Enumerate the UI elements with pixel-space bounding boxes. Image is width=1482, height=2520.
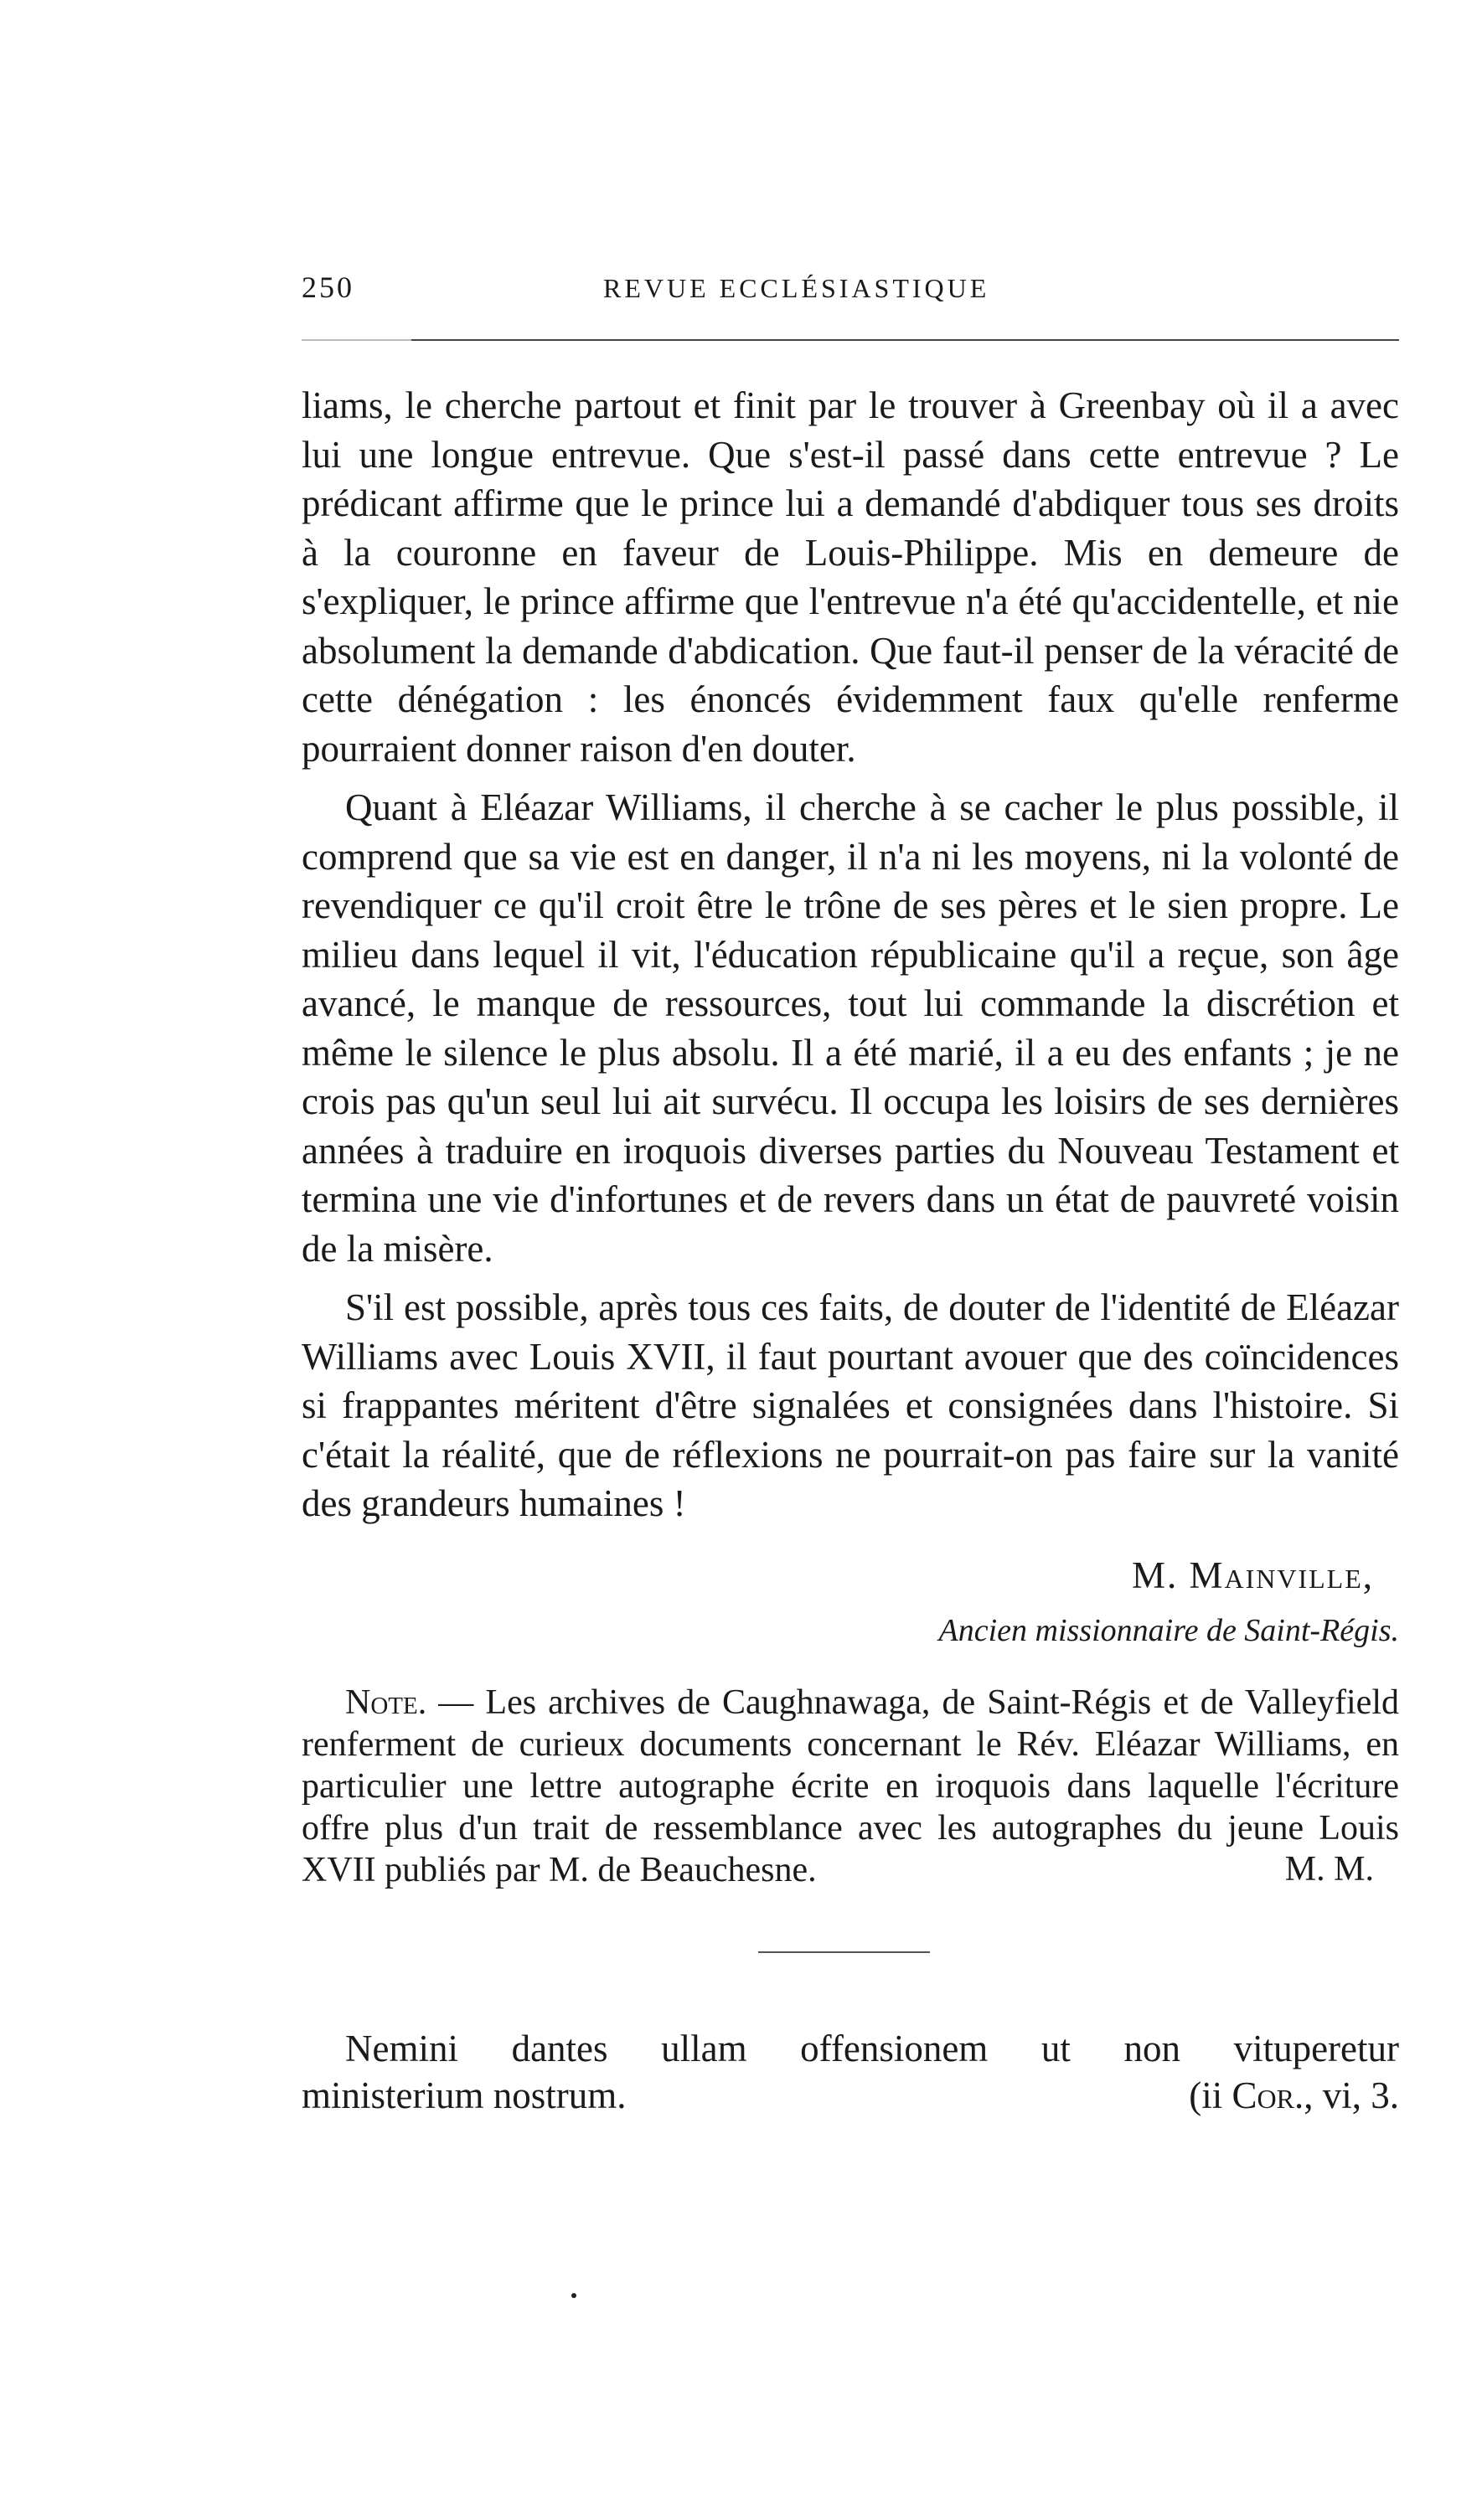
page-number: 250 <box>302 271 354 304</box>
section-separator <box>758 1951 930 1953</box>
note-initials: M. M. <box>1284 1850 1374 1889</box>
author-name: Mainville, <box>1189 1554 1374 1596</box>
author-initial: M. <box>1131 1554 1179 1596</box>
paragraph-1: liams, le cherche partout et finit par le trouver à Greenbay où il a avec lui une longue entrevue. Que s'est-il passé dans cette entrevue ? Le prédicant affirme que le prince lui a demandé d'abdiquer tous ses droits à la couronne en faveur de Louis-Philippe. Mis en demeure de s'expliquer, le prince affirme que l'entrevue n'a été qu'accidentelle, et nie absolument la demande d'abdication. Que faut-il penser de la véracité de cette dénégation : les énoncés évidemment faux qu'elle renferme pourraient donner raison d'en douter. <box>302 384 1399 770</box>
note-label: Note. <box>345 1683 427 1722</box>
header-rule <box>302 339 1399 341</box>
epigraph-ref-rest: , vi, 3. <box>1304 2074 1399 2116</box>
article-body <box>302 381 1399 1538</box>
epigraph-reference <box>1189 2072 1399 2119</box>
book-page <box>302 0 1399 2520</box>
paragraph-2: Quant à Eléazar Williams, il cherche à se cacher le plus possible, il comprend que sa vie est en danger, il n'a ni les moyens, ni la volonté de revendiquer ce qu'il croit être le trône de ses pères et le sien propre. Le milieu dans lequel il vit, l'éducation républicaine qu'il a reçue, son âge avancé, le manque de ressources, tout lui commande la discrétion et même le silence le plus absolu. Il a été marié, il a eu des enfants ; je ne crois pas qu'un seul lui ait survécu. Il occupa les loisirs de ses dernières années à traduire en iroquois diverses parties du Nouveau Testament et termina une vie d'infortunes et de revers dans un état de pauvreté voisin de la misère. <box>302 786 1399 1270</box>
epigraph-line-1: Nemini dantes ullam offensionem ut non vituperetur <box>345 2028 1399 2069</box>
journal-title: REVUE ECCLÉSIASTIQUE <box>603 273 990 303</box>
running-head <box>302 270 1399 312</box>
epigraph-ref-open: (ii <box>1189 2074 1223 2116</box>
ink-speck <box>571 2293 576 2298</box>
epigraph-ref-book: Cor. <box>1232 2074 1304 2116</box>
epigraph-text-end: ministerium nostrum. <box>302 2074 627 2116</box>
epigraph-line-2 <box>302 2072 1399 2119</box>
epigraph <box>302 2025 1399 2119</box>
note-paragraph <box>302 1682 1399 1891</box>
note-text: — Les archives de Caughnawaga, de Saint-Régis et de Valleyfield renferment de curieux documents concernant le Rév. Eléazar Williams, en particulier une lettre autographe écrite en iroquois dans laquelle l'écriture offre plus d'un trait de ressemblance avec les autographes du jeune Louis XVII publiés par M. de Beauchesne. <box>302 1683 1399 1889</box>
paragraph-3: S'il est possible, après tous ces faits, de douter de l'identité de Eléazar Williams avec Louis XVII, il faut pourtant avouer que des coïncidences si frappantes méritent d'être signalées et consignées dans l'histoire. Si c'était la réalité, que de réflexions ne pourrait-on pas faire sur la vanité des grandeurs humaines ! <box>302 1286 1399 1524</box>
author-signature <box>1132 1554 1374 1597</box>
author-role: Ancien missionnaire de Saint-Régis. <box>938 1613 1399 1648</box>
